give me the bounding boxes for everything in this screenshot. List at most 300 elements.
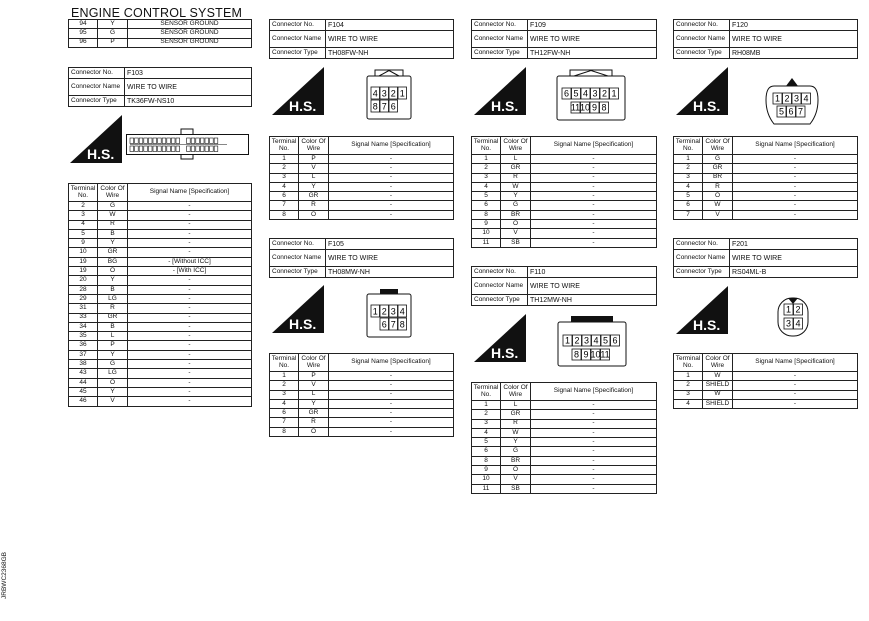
page-title: ENGINE CONTROL SYSTEM xyxy=(71,6,243,20)
signal-name: - xyxy=(128,229,252,238)
wire-color: O xyxy=(501,220,531,229)
table-row xyxy=(69,360,252,369)
wire-color: P xyxy=(98,38,128,47)
terminal-no: 20 xyxy=(69,276,98,285)
f104-connector-info xyxy=(269,19,454,59)
signal-name: - xyxy=(733,173,858,182)
connector-type: TH08MW-NH xyxy=(326,267,454,278)
color-header-line2: Wire xyxy=(710,144,725,152)
connector-name-label: Connector Name xyxy=(472,278,528,295)
svg-text:H.S.: H.S. xyxy=(289,98,317,114)
table-row xyxy=(472,447,657,456)
table-row xyxy=(674,372,858,381)
signal-name: - xyxy=(531,155,657,164)
connector-type: TH08FW-NH xyxy=(326,48,454,59)
terminal-no: 3 xyxy=(270,390,299,399)
table-row xyxy=(270,201,454,210)
table-row xyxy=(674,399,858,408)
pin-number: 8 xyxy=(372,101,378,112)
table-row xyxy=(69,378,252,387)
wire-color: R xyxy=(501,419,531,428)
terminal-no: 36 xyxy=(69,341,98,350)
wire-color: L xyxy=(299,173,329,182)
terminal-no: 29 xyxy=(69,294,98,303)
wire-color: V xyxy=(98,397,128,406)
connector-type: TH12MW-NH xyxy=(528,295,657,306)
pin-number: 10 xyxy=(579,102,591,113)
color-of-wire-header xyxy=(501,383,531,401)
pin-number: 4 xyxy=(372,88,378,99)
terminal-no: 9 xyxy=(69,239,98,248)
f201-connector-face-icon xyxy=(776,292,810,338)
terminal-no: 8 xyxy=(472,210,501,219)
terminal-no: 1 xyxy=(472,401,501,410)
terminal-no: 7 xyxy=(270,418,299,427)
wire-color: O xyxy=(501,466,531,475)
signal-name: - xyxy=(531,428,657,437)
svg-text:H.S.: H.S. xyxy=(491,345,519,361)
wire-color: V xyxy=(501,229,531,238)
terminal-no: 35 xyxy=(69,332,98,341)
signal-name: - xyxy=(733,182,858,191)
svg-text:H.S.: H.S. xyxy=(87,146,115,162)
terminal-no: 2 xyxy=(674,381,703,390)
wire-color: G xyxy=(98,202,128,211)
f120-connector-info xyxy=(673,19,858,59)
hs-symbol xyxy=(474,67,526,115)
table-row xyxy=(69,248,252,257)
connector-no: F201 xyxy=(730,239,858,250)
color-of-wire-header xyxy=(501,137,531,155)
signal-name: - xyxy=(733,381,858,390)
color-header-line2: Wire xyxy=(105,191,120,199)
signal-name-header: Signal Name [Specification] xyxy=(128,184,252,202)
color-header-line1: Color Of xyxy=(100,184,125,192)
connector-name: WIRE TO WIRE xyxy=(125,79,252,96)
terminal-no: 2 xyxy=(270,164,299,173)
wire-color: V xyxy=(299,381,329,390)
terminal-no: 1 xyxy=(270,155,299,164)
f110-connector-face-icon xyxy=(557,313,627,367)
signal-name: - xyxy=(329,390,454,399)
pin-number: 1 xyxy=(785,304,792,315)
f120-connector-face-icon xyxy=(764,76,820,126)
table-header-row xyxy=(472,137,657,155)
table-header-row xyxy=(472,383,657,401)
terminal-no: 5 xyxy=(472,192,501,201)
terminal-no: 4 xyxy=(270,182,299,191)
signal-name: - xyxy=(733,399,858,408)
pin-number: 5 xyxy=(778,106,785,117)
pin-number: 1 xyxy=(774,93,781,104)
wire-color: O xyxy=(98,378,128,387)
connector-type-label: Connector Type xyxy=(674,48,730,59)
wire-color: GR xyxy=(703,164,733,173)
terminal-no: 1 xyxy=(674,372,703,381)
wire-color: W xyxy=(501,182,531,191)
connector-type: RH08MB xyxy=(730,48,858,59)
wire-color: SHIELD xyxy=(703,381,733,390)
signal-name: SENSOR GROUND xyxy=(128,20,252,29)
connector-no-label: Connector No. xyxy=(270,20,326,31)
table-row xyxy=(69,350,252,359)
table-row xyxy=(270,210,454,219)
color-of-wire-header xyxy=(98,184,128,202)
wire-color: BR xyxy=(501,456,531,465)
connector-type: RS04ML-B xyxy=(730,267,858,278)
terminal-no: 3 xyxy=(674,173,703,182)
terminal-header-line2: No. xyxy=(77,191,89,199)
wire-color: V xyxy=(501,475,531,484)
wire-color: W xyxy=(703,390,733,399)
wire-color: SB xyxy=(501,484,531,493)
terminal-no: 2 xyxy=(472,164,501,173)
table-row xyxy=(472,210,657,219)
wire-color: LG xyxy=(98,369,128,378)
signal-name: - xyxy=(329,182,454,191)
terminal-no: 5 xyxy=(472,438,501,447)
table-row xyxy=(472,164,657,173)
wire-color: R xyxy=(299,418,329,427)
wire-color: GR xyxy=(299,192,329,201)
wire-color: O xyxy=(703,192,733,201)
pin-number: 2 xyxy=(601,88,608,99)
pin-number: 1 xyxy=(372,306,378,317)
signal-name-header: Signal Name [Specification] xyxy=(531,137,657,155)
signal-name: - xyxy=(329,372,454,381)
pin-number: 2 xyxy=(574,335,580,346)
wire-color: Y xyxy=(98,350,128,359)
signal-name: - xyxy=(531,419,657,428)
table-row xyxy=(69,202,252,211)
signal-name: - xyxy=(531,164,657,173)
pin-number: 4 xyxy=(795,318,801,329)
pin-number: 8 xyxy=(573,349,580,360)
table-row xyxy=(472,229,657,238)
table-row xyxy=(270,418,454,427)
signal-name: - xyxy=(128,239,252,248)
table-row xyxy=(472,475,657,484)
f103-connector-info xyxy=(68,67,252,107)
signal-name: - xyxy=(329,427,454,436)
connector-name-label: Connector Name xyxy=(674,250,730,267)
signal-name: - xyxy=(128,285,252,294)
table-row xyxy=(270,409,454,418)
connector-name: WIRE TO WIRE xyxy=(730,31,858,48)
terminal-no: 6 xyxy=(472,447,501,456)
connector-no-label: Connector No. xyxy=(472,267,528,278)
table-row xyxy=(472,410,657,419)
pin-number: 2 xyxy=(784,93,790,104)
table-row xyxy=(69,20,252,29)
table-row xyxy=(270,372,454,381)
signal-name: - xyxy=(128,378,252,387)
terminal-no: 19 xyxy=(69,257,98,266)
connector-name: WIRE TO WIRE xyxy=(528,31,657,48)
wire-color: Y xyxy=(501,192,531,201)
terminal-no: 96 xyxy=(69,38,98,47)
f120-terminal-table xyxy=(673,136,858,220)
signal-name: - xyxy=(128,313,252,322)
wire-color: O xyxy=(299,427,329,436)
terminal-header-line2: No. xyxy=(278,144,290,152)
f103-connector-face-icon xyxy=(126,128,252,160)
signal-name: - xyxy=(531,401,657,410)
pin-number: 1 xyxy=(564,335,571,346)
terminal-no: 2 xyxy=(270,381,299,390)
terminal-no: 7 xyxy=(270,201,299,210)
connector-no-label: Connector No. xyxy=(674,239,730,250)
terminal-no: 19 xyxy=(69,267,98,276)
table-row xyxy=(69,332,252,341)
terminal-no: 95 xyxy=(69,29,98,38)
wire-color: G xyxy=(501,201,531,210)
terminal-no: 45 xyxy=(69,387,98,396)
terminal-no: 3 xyxy=(472,173,501,182)
color-header-line2: Wire xyxy=(508,144,523,152)
connector-type: TK36FW-NS10 xyxy=(125,96,252,107)
terminal-no: 4 xyxy=(472,182,501,191)
table-row xyxy=(270,381,454,390)
wire-color: O xyxy=(98,267,128,276)
terminal-header-line2: No. xyxy=(480,144,492,152)
document-id-watermark: JRBWC2368GB xyxy=(1,552,8,599)
wire-color: L xyxy=(501,155,531,164)
table-row xyxy=(69,322,252,331)
connector-name: WIRE TO WIRE xyxy=(528,278,657,295)
terminal-no: 3 xyxy=(270,173,299,182)
pin-number: 4 xyxy=(582,88,589,99)
wire-color: GR xyxy=(98,313,128,322)
terminal-no: 37 xyxy=(69,350,98,359)
color-header-line1: Color Of xyxy=(503,383,528,391)
terminal-no: 38 xyxy=(69,360,98,369)
connector-name-label: Connector Name xyxy=(270,250,326,267)
wire-color: BG xyxy=(98,257,128,266)
terminal-no: 5 xyxy=(674,192,703,201)
signal-name: - xyxy=(329,409,454,418)
f109-connector-face-icon xyxy=(556,68,626,121)
wire-color: R xyxy=(501,173,531,182)
signal-name: - xyxy=(531,238,657,247)
table-row xyxy=(674,381,858,390)
terminal-no-header xyxy=(472,137,501,155)
svg-text:H.S.: H.S. xyxy=(693,98,721,114)
pin-number: 3 xyxy=(793,93,800,104)
table-row xyxy=(472,238,657,247)
table-row xyxy=(69,211,252,220)
signal-name: - xyxy=(128,220,252,229)
hs-symbol xyxy=(676,286,728,334)
connector-no-label: Connector No. xyxy=(472,20,528,31)
connector-no: F110 xyxy=(528,267,657,278)
wire-color: BR xyxy=(501,210,531,219)
pin-number: 3 xyxy=(381,88,387,99)
terminal-no: 1 xyxy=(472,155,501,164)
table-row xyxy=(69,397,252,406)
terminal-no: 1 xyxy=(674,155,703,164)
terminal-no: 94 xyxy=(69,20,98,29)
table-row xyxy=(674,164,858,173)
signal-name: - xyxy=(733,201,858,210)
wire-color: SHIELD xyxy=(703,399,733,408)
hs-symbol xyxy=(70,115,122,163)
pin-number: 7 xyxy=(797,106,804,117)
wire-color: SB xyxy=(501,238,531,247)
pin-number: 2 xyxy=(390,88,396,99)
pin-number: 6 xyxy=(563,88,570,99)
pin-number: 11 xyxy=(570,102,581,113)
wire-color: GR xyxy=(501,410,531,419)
wire-color: W xyxy=(703,372,733,381)
terminal-no: 5 xyxy=(69,229,98,238)
wire-color: Y xyxy=(98,387,128,396)
table-row xyxy=(472,401,657,410)
terminal-header-line2: No. xyxy=(682,361,694,369)
terminal-header-line2: No. xyxy=(682,144,694,152)
table-row xyxy=(69,257,252,266)
signal-name: - xyxy=(128,360,252,369)
hs-symbol xyxy=(272,67,324,115)
table-row xyxy=(472,456,657,465)
wire-color: W xyxy=(98,211,128,220)
signal-name: - xyxy=(128,369,252,378)
wire-color: L xyxy=(299,390,329,399)
color-header-line1: Color Of xyxy=(301,137,326,145)
color-of-wire-header xyxy=(703,137,733,155)
wire-color: LG xyxy=(98,294,128,303)
signal-name: - xyxy=(733,155,858,164)
f104-terminal-table xyxy=(269,136,454,220)
terminal-no: 1 xyxy=(270,372,299,381)
table-header-row xyxy=(674,137,858,155)
terminal-no: 4 xyxy=(69,220,98,229)
wire-color: G xyxy=(98,360,128,369)
pin-number: 9 xyxy=(591,102,598,113)
wire-color: R xyxy=(703,182,733,191)
table-row xyxy=(270,192,454,201)
pin-number: 6 xyxy=(788,106,794,117)
wire-color: Y xyxy=(299,399,329,408)
pin-number: 4 xyxy=(593,335,599,346)
terminal-no: 8 xyxy=(270,210,299,219)
terminal-no: 4 xyxy=(270,399,299,408)
signal-name: - xyxy=(733,192,858,201)
table-row xyxy=(472,428,657,437)
signal-name: - xyxy=(531,210,657,219)
table-row xyxy=(69,220,252,229)
signal-name: - xyxy=(128,304,252,313)
f110-connector-info xyxy=(471,266,657,306)
color-header-line1: Color Of xyxy=(705,354,730,362)
hs-symbol xyxy=(474,314,526,362)
pin-number: 4 xyxy=(803,93,809,104)
wire-color: P xyxy=(299,155,329,164)
table-row xyxy=(69,285,252,294)
wire-color: GR xyxy=(299,409,329,418)
wire-color: BR xyxy=(703,173,733,182)
table-row xyxy=(270,173,454,182)
color-header-line1: Color Of xyxy=(503,137,528,145)
table-row xyxy=(674,173,858,182)
pin-number: 1 xyxy=(399,88,405,99)
wire-color: R xyxy=(98,304,128,313)
wire-color: P xyxy=(299,372,329,381)
connector-no-label: Connector No. xyxy=(69,68,125,79)
terminal-no: 6 xyxy=(472,201,501,210)
signal-name-header: Signal Name [Specification] xyxy=(329,137,454,155)
connector-type-label: Connector Type xyxy=(270,48,326,59)
terminal-no: 44 xyxy=(69,378,98,387)
table-row xyxy=(69,29,252,38)
svg-text:H.S.: H.S. xyxy=(693,317,721,333)
f110-terminal-table xyxy=(471,382,657,494)
top-terminal-table xyxy=(68,19,252,48)
signal-name: - xyxy=(329,201,454,210)
terminal-no-header xyxy=(270,137,299,155)
terminal-no: 6 xyxy=(270,192,299,201)
table-row xyxy=(69,294,252,303)
terminal-no: 3 xyxy=(472,419,501,428)
terminal-no: 7 xyxy=(674,210,703,219)
terminal-no-header xyxy=(674,137,703,155)
signal-name: - xyxy=(128,294,252,303)
signal-name: - xyxy=(531,447,657,456)
connector-no: F120 xyxy=(730,20,858,31)
color-of-wire-header xyxy=(703,354,733,372)
wire-color: W xyxy=(501,428,531,437)
signal-name: - xyxy=(531,456,657,465)
table-row xyxy=(472,192,657,201)
terminal-no: 3 xyxy=(69,211,98,220)
terminal-no: 6 xyxy=(270,409,299,418)
f105-connector-info xyxy=(269,238,454,278)
signal-name: - [With ICC] xyxy=(128,267,252,276)
table-row xyxy=(674,390,858,399)
signal-name: - xyxy=(531,438,657,447)
wire-color: GR xyxy=(98,248,128,257)
table-row xyxy=(674,182,858,191)
connector-name-label: Connector Name xyxy=(472,31,528,48)
pin-number: 3 xyxy=(583,335,590,346)
table-row xyxy=(472,155,657,164)
table-row xyxy=(270,155,454,164)
terminal-no: 9 xyxy=(472,466,501,475)
connector-type-label: Connector Type xyxy=(674,267,730,278)
table-row xyxy=(472,484,657,493)
wire-color: L xyxy=(98,332,128,341)
table-header-row xyxy=(69,184,252,202)
f109-terminal-table xyxy=(471,136,657,248)
pin-number: 1 xyxy=(611,88,617,99)
terminal-header-line2: No. xyxy=(480,390,492,398)
table-row xyxy=(69,276,252,285)
table-row xyxy=(69,38,252,47)
pin-number: 3 xyxy=(390,306,396,317)
pin-number: 7 xyxy=(381,101,387,112)
connector-type-label: Connector Type xyxy=(472,48,528,59)
terminal-no: 6 xyxy=(674,201,703,210)
table-row xyxy=(69,369,252,378)
f105-terminal-table xyxy=(269,353,454,437)
signal-name: - xyxy=(329,164,454,173)
table-row xyxy=(674,155,858,164)
wire-color: G xyxy=(501,447,531,456)
terminal-no-header xyxy=(674,354,703,372)
color-header-line2: Wire xyxy=(710,361,725,369)
terminal-no: 11 xyxy=(472,484,501,493)
wire-color: G xyxy=(703,155,733,164)
